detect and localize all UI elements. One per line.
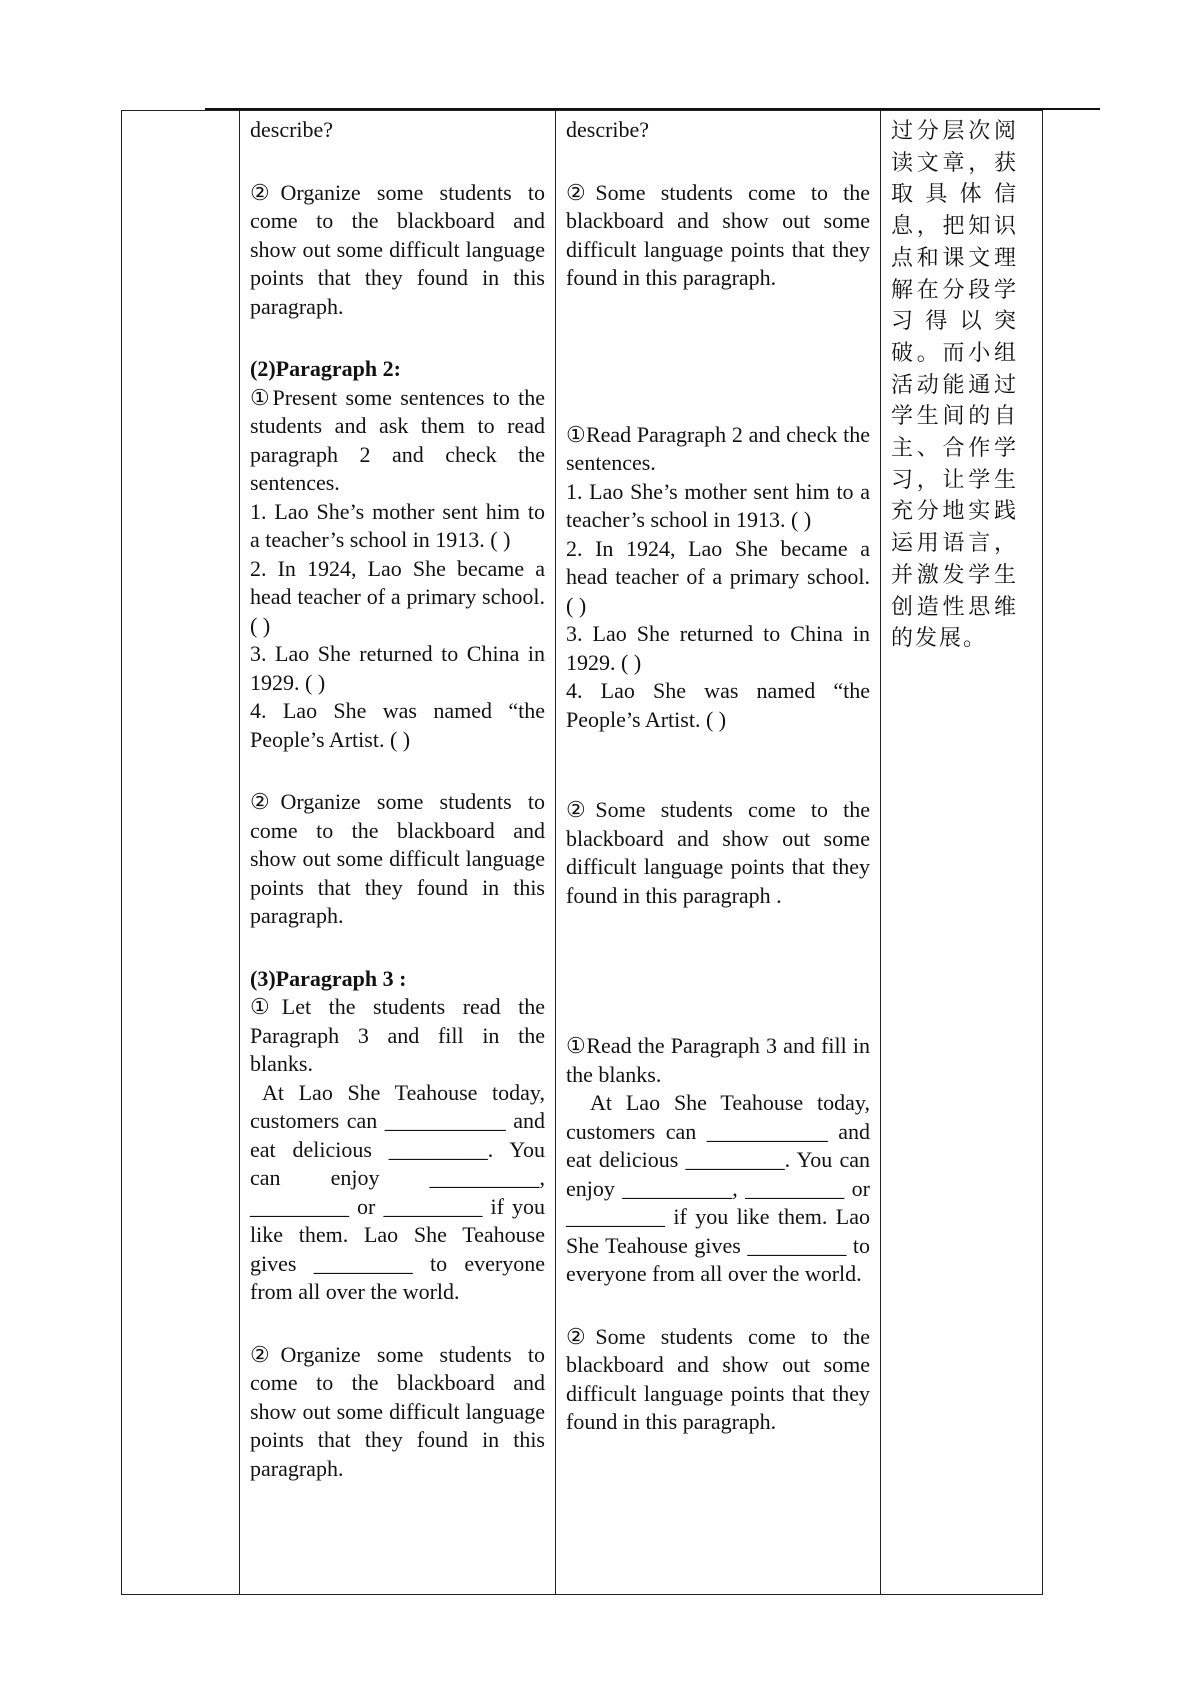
teacher-p3-heading: (3)Paragraph 3 : — [250, 965, 407, 991]
student-p2-sentence-3: 3. Lao She returned to China in 1929. ( ) — [566, 621, 870, 675]
step-column-cell — [122, 111, 240, 1595]
student-p1-describe: describe? — [566, 117, 650, 142]
teacher-p2-heading: (2)Paragraph 2: — [250, 356, 401, 381]
student-activity-cell — [556, 111, 881, 1595]
teacher-p2-sentence-2: 2. In 1924, Lao She became a head teacher of a primary school. ( ) — [250, 555, 545, 638]
teacher-p3-fill-text: At Lao She Teahouse today, customers can ___________ and eat delicious _________. You can enjoy __________, _________ or _________ if you like them. Lao She Teahouse gives _________ to everyone from all over the world. — [250, 1079, 545, 1304]
teacher-p3-organize: ②Organize some students to come to the blackboard and show out some difficult language points that they found in this paragraph. — [250, 1341, 545, 1481]
purpose-cell — [881, 111, 1043, 1595]
student-p2-read: ①Read Paragraph 2 and check the sentences. — [566, 421, 870, 475]
student-p3-come: ②Some students come to the blackboard and show out some difficult language points that they found in this paragraph. — [566, 1323, 870, 1434]
teacher-activity-cell — [240, 111, 556, 1595]
teacher-p2-organize: ②Organize some students to come to the blackboard and show out some difficult language points that they found in this paragraph. — [250, 789, 545, 928]
teacher-p1-describe: describe? — [250, 117, 334, 142]
student-p3-fill-text: At Lao She Teahouse today, customers can ___________ and eat delicious _________. You can enjoy __________, _________ or _________ if you like them. Lao She Teahouse gives _________ to everyone from all over the world. — [566, 1090, 870, 1286]
student-p1-come: ②Some students come to the blackboard and show out some difficult language points that they found in this paragraph. — [566, 179, 870, 290]
student-p3-read: ①Read the Paragraph 3 and fill in the blanks. — [566, 1033, 870, 1087]
student-p2-sentence-4: 4. Lao She was named “the People’s Artist. ( ) — [566, 678, 870, 732]
teacher-p3-let: ①Let the students read the Paragraph 3 and fill in the blanks. — [250, 994, 545, 1076]
table-row — [122, 111, 1043, 1595]
teacher-p1-organize: ②Organize some students to come to the blackboard and show out some difficult language points that they found in this paragraph. — [250, 179, 545, 319]
lesson-plan-table — [121, 110, 1043, 1595]
teacher-p2-sentence-4: 4. Lao She was named “the People’s Artist. ( ) — [250, 698, 545, 752]
student-p2-sentence-1: 1. Lao She’s mother sent him to a teacher’s school in 1913. ( ) — [566, 478, 870, 532]
teacher-p2-sentence-3: 3. Lao She returned to China in 1929. ( ) — [250, 641, 545, 695]
teacher-p2-sentence-1: 1. Lao She’s mother sent him to a teacher’s school in 1913. ( ) — [250, 498, 545, 552]
teacher-p2-present: ①Present some sentences to the students and ask them to read paragraph 2 and check the sentences. — [250, 384, 545, 495]
student-p2-come: ②Some students come to the blackboard and show out some difficult language points that they found in this paragraph . — [566, 797, 870, 908]
student-p2-sentence-2: 2. In 1924, Lao She became a head teacher of a primary school. ( ) — [566, 535, 870, 618]
purpose-text: 过分层次阅读文章，获取具体信息，把知识点和课文理解在分段学习得以突破。而小组活动能通过学生间的自主、合作学习，让学生充分地实践运用语言，并激发学生创造性思维的发展。 — [891, 119, 1018, 652]
